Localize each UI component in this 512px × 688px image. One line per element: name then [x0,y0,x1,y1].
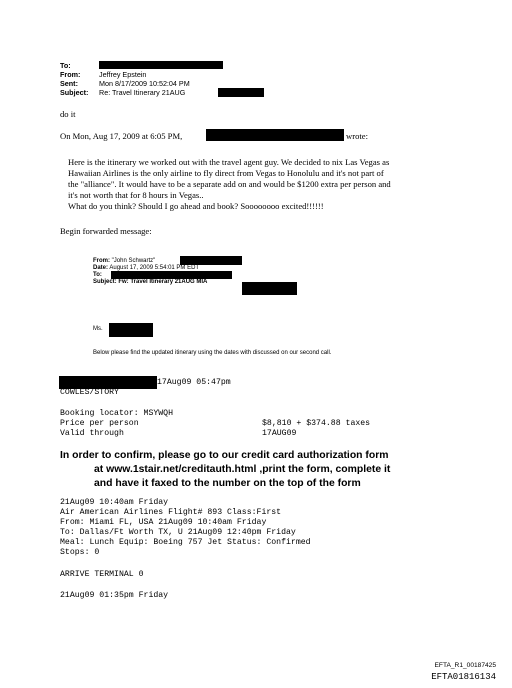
redaction-subject [218,88,264,97]
redaction-sender [206,129,344,141]
paragraph-line: What do you think? Should I go ahead and book? Soooooooo excited!!!!!! [68,201,324,211]
flight-line: Stops: 0 [60,548,100,557]
next-leg: 21Aug09 01:35pm Friday [60,591,169,600]
quote-wrote: wrote: [346,131,368,141]
paragraph-line: Hawaiian Airlines is the only airline to fly direct from Vegas to Honolulu and it's not part of [68,168,384,178]
sent-value: Mon 8/17/2009 10:52:04 PM [99,79,190,88]
redaction-fwd-from [180,256,242,265]
paragraph-line: Here is the itinerary we worked out with the travel agent guy. We decided to nix Las Vegas as [68,157,390,167]
quote-intro: On Mon, Aug 17, 2009 at 6:05 PM, [60,131,183,141]
confirm-notice-line: at www.1stair.net/creditauth.html ,print the form, complete it [94,464,391,475]
price-label: Price per person [60,419,139,428]
subject-value: Re: Travel Itinerary 21AUG [99,88,186,97]
paragraph-line: it's not worth that for 8 hours in Vegas.. [68,190,204,200]
confirm-notice-line: In order to confirm, please go to our credit card authorization form [60,450,389,461]
redaction-salutation [109,323,153,337]
flight-line: Meal: Lunch Equip: Boeing 757 Jet Status: Confirmed [60,538,311,547]
fwd-subject: Subject: Fw: Travel Itinerary 21AUG MIA [93,279,208,285]
subject-label: Subject: [60,88,89,97]
flight-line: 21Aug09 10:40am Friday [60,498,169,507]
fwd-from: From: "John Schwartz" [93,258,156,264]
passenger-names: COWLES/STORY [60,388,119,397]
fwd-to: To: [93,272,102,278]
bates-number-1: EFTA_R1_00187425 [434,662,496,669]
fwd-date: Date: August 17, 2009 5:54:01 PM EDT [93,265,200,271]
valid-label: Valid through [60,429,124,438]
booking-locator: Booking locator: MSYWQH [60,409,174,418]
itinerary-note: Below please find the updated itinerary using the dates with discussed on our second call. [93,350,332,356]
sent-label: Sent: [60,79,78,88]
redaction-fwd-to [111,271,232,279]
valid-value: 17AUG09 [262,429,297,438]
redaction-fwd-subject [242,282,297,295]
flight-line: Air American Airlines Flight# 893 Class:First [60,508,282,517]
from-value: Jeffrey Epstein [99,70,147,79]
price-value: $8,810 + $374.88 taxes [262,419,371,428]
flight-line: From: Miami FL, USA 21Aug09 10:40am Friday [60,518,267,527]
flight-line: To: Dallas/Ft Worth TX, U 21Aug09 12:40pm Friday [60,528,296,537]
reply-text: do it [60,109,76,119]
from-label: From: [60,70,81,79]
itinerary-stamp: 17Aug09 05:47pm [157,378,231,387]
salutation: Ms. [93,326,103,332]
paragraph-line: the "alliance". It would have to be a separate add on and would be $1200 extra per person and [68,179,391,189]
redaction-to [99,61,223,69]
bates-number-2: EFTA01816134 [431,672,496,682]
arrive-terminal: ARRIVE TERMINAL 0 [60,570,144,579]
begin-forwarded: Begin forwarded message: [60,226,152,236]
to-label: To: [60,61,71,70]
confirm-notice-line: and have it faxed to the number on the top of the form [94,478,361,489]
